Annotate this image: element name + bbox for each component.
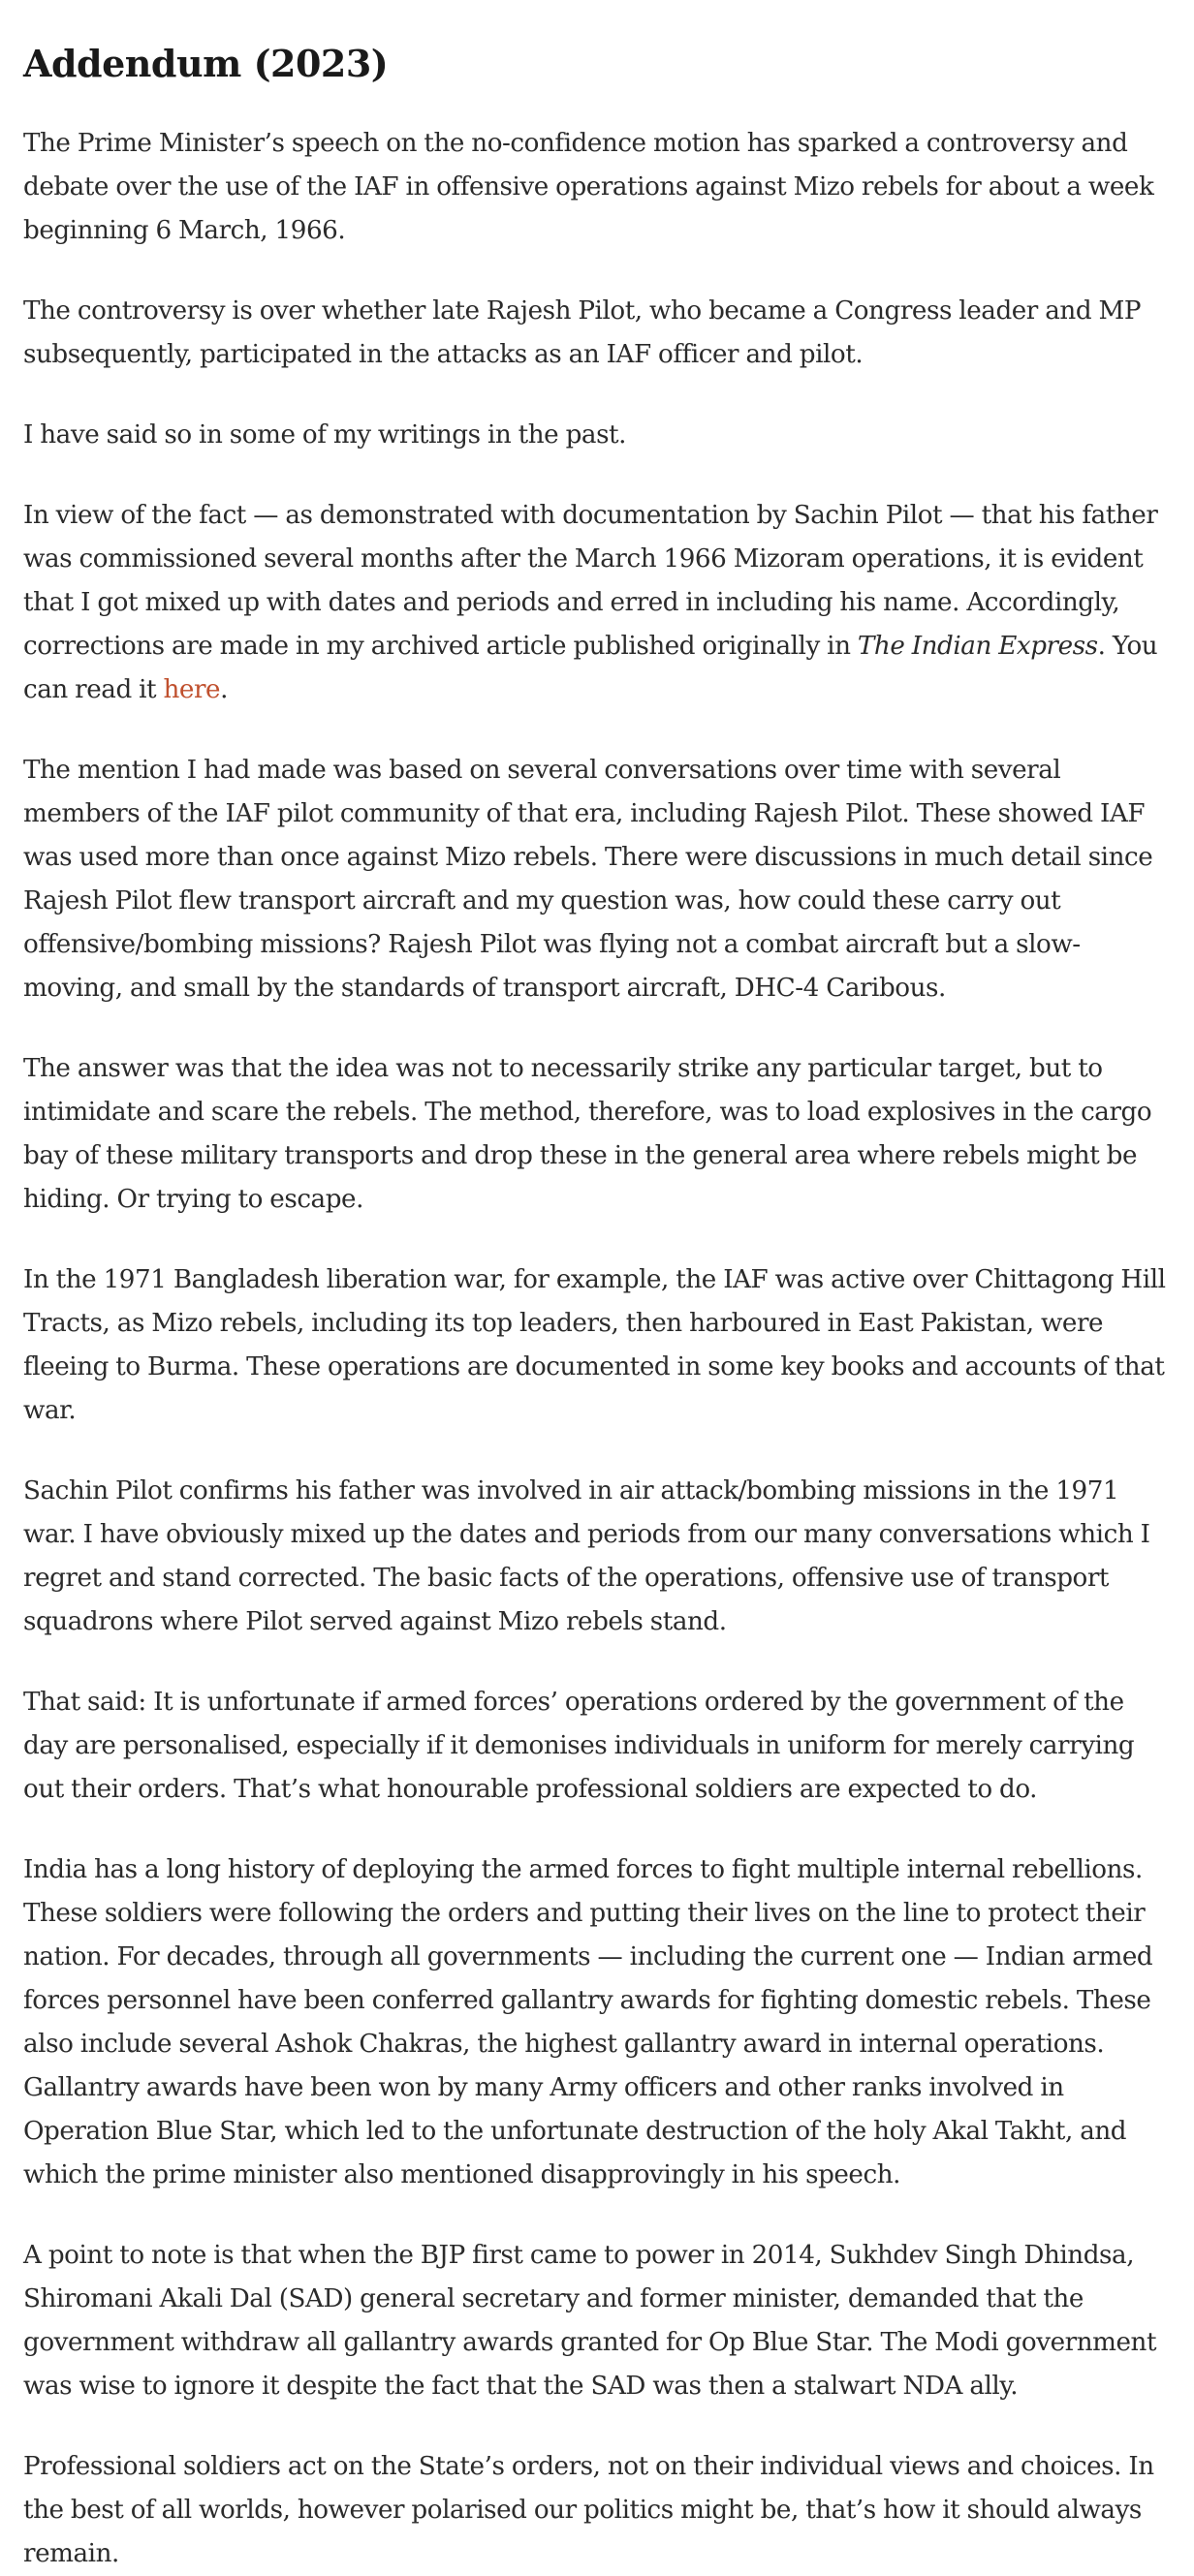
paragraph-1: The Prime Minister’s speech on the no-confidence motion has sparked a controversy and debate over the use of the IAF in offensive operations against Mizo rebels for about a week beginning 6 March, 1966. [23, 129, 1154, 245]
paragraph-4-text-middle: . You can read it [23, 632, 1158, 704]
paragraph-7: In the 1971 Bangladesh liberation war, for example, the IAF was active over Chittagong Hill Tracts, as Mizo rebels, including its top leaders, then harboured in East Pakistan, were fleeing to Burma. These operations are documented in some key books and accounts of that war. [23, 1265, 1166, 1425]
paragraph-2: The controversy is over whether late Rajesh Pilot, who became a Congress leader and MP subsequently, participated in the attacks as an IAF officer and pilot. [23, 296, 1142, 369]
paragraph-11: A point to note is that when the BJP first came to power in 2014, Sukhdev Singh Dhindsa, Shiromani Akali Dal (SAD) general secretary and former minister, demanded that the government withdraw all gallantry awards granted for Op Blue Star. The Modi government was wise to ignore it despite the fact that the SAD was then a stalwart NDA ally. [23, 2241, 1157, 2401]
publication-name: The Indian Express [857, 632, 1098, 661]
paragraph-5: The mention I had made was based on several conversations over time with several members of the IAF pilot community of that era, including Rajesh Pilot. These showed IAF was used more than once against Mizo rebels. There were discussions in much detail since Rajesh Pilot flew transport aircraft and my question was, how could these carry out offensive/bombing missions? Rajesh Pilot was flying not a combat aircraft but a slow-moving, and small by the standards of transport aircraft, DHC-4 Caribous. [23, 756, 1153, 1003]
section-heading: Addendum (2023) [23, 42, 389, 85]
paragraph-6: The answer was that the idea was not to necessarily strike any particular target, but to intimidate and scare the rebels. The method, therefore, was to load explosives in the cargo bay of these military transports and drop these in the general area where rebels might be hiding. Or trying to escape. [23, 1054, 1152, 1214]
paragraph-4 [23, 494, 1171, 712]
paragraph-3: I have said so in some of my writings in the past. [23, 420, 627, 450]
paragraph-4-text-after: . [220, 675, 228, 704]
paragraph-4-text-before: In view of the fact — as demonstrated with documentation by Sachin Pilot — that his father was commissioned several months after the March 1966 Mizoram operations, it is evident that I got mixed up with dates and periods and erred in including his name. Accordingly, corrections are made in my archived article published originally in [23, 501, 1158, 661]
paragraph-9: That said: It is unfortunate if armed forces’ operations ordered by the government of the day are personalised, especially if it demonises individuals in uniform for merely carrying out their orders. That’s what honourable professional soldiers are expected to do. [23, 1688, 1135, 1804]
paragraph-10: India has a long history of deploying the armed forces to fight multiple internal rebellions. These soldiers were following the orders and putting their lives on the line to protect their nation. For decades, through all governments — including the current one — Indian armed forces personnel have been conferred gallantry awards for fighting domestic rebels. These also include several Ashok Chakras, the highest gallantry award in internal operations. Gallantry awards have been won by many Army officers and other ranks involved in Operation Blue Star, which led to the unfortunate destruction of the holy Akal Takht, and which the prime minister also mentioned disapprovingly in his speech. [23, 1855, 1153, 2189]
paragraph-8: Sachin Pilot confirms his father was involved in air attack/bombing missions in the 1971 war. I have obviously mixed up the dates and periods from our many conversations which I regret and stand corrected. The basic facts of the operations, offensive use of transport squadrons where Pilot served against Mizo rebels stand. [23, 1476, 1150, 1636]
paragraph-12: Professional soldiers act on the State’s orders, not on their individual views and choices. In the best of all worlds, however polarised our politics might be, that’s how it should always remain. [23, 2452, 1154, 2568]
archived-article-link[interactable]: here [163, 675, 221, 704]
